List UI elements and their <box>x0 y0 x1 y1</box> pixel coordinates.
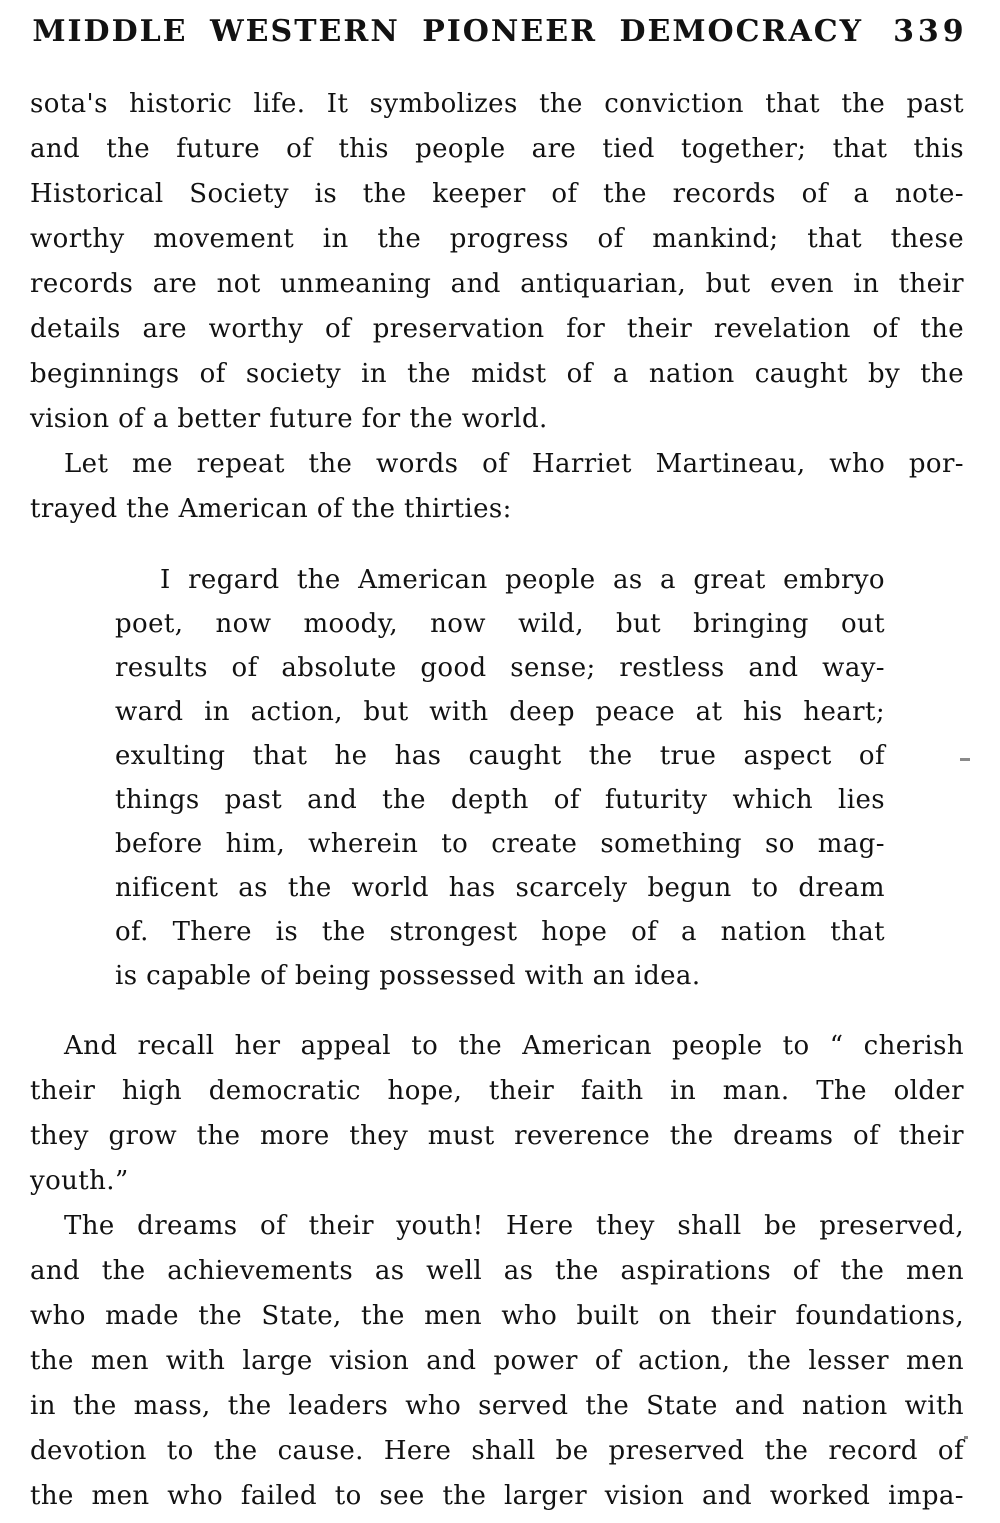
text-line: beginnings of society in the midst of a nation caught by the <box>30 359 964 389</box>
text-line: youth.” <box>30 1166 129 1196</box>
text-line: poet, now moody, now wild, but bringing out <box>115 609 885 639</box>
page-header <box>0 14 1000 50</box>
text-line: and the future of this people are tied together; that this <box>30 134 964 164</box>
scan-artifact <box>964 1436 968 1439</box>
paragraph <box>30 1024 964 1204</box>
text-blocks-container <box>30 82 964 1519</box>
text-line: devotion to the cause. Here shall be preserved the record of <box>30 1436 964 1466</box>
text-line: I regard the American people as a great embryo <box>160 565 885 595</box>
page-body <box>30 82 964 1519</box>
text-line: the men with large vision and power of action, the lesser men <box>30 1346 964 1376</box>
text-line: the men who failed to see the larger vision and worked impa- <box>30 1481 964 1511</box>
text-line: they grow the more they must reverence the dreams of their <box>30 1121 964 1151</box>
text-line: of. There is the strongest hope of a nation that <box>115 917 885 947</box>
paragraph <box>30 1204 964 1519</box>
text-line: their high democratic hope, their faith in man. The older <box>30 1076 964 1106</box>
text-line: The dreams of their youth! Here they shall be preserved, <box>64 1211 964 1241</box>
text-line: ward in action, but with deep peace at his heart; <box>115 697 885 727</box>
paragraph <box>30 82 964 442</box>
text-line: details are worthy of preservation for their revelation of the <box>30 314 964 344</box>
text-line: Let me repeat the words of Harriet Martineau, who por- <box>64 449 964 479</box>
text-line: worthy movement in the progress of mankind; that these <box>30 224 964 254</box>
text-line: results of absolute good sense; restless and way- <box>115 653 885 683</box>
text-line: and the achievements as well as the aspirations of the men <box>30 1256 964 1286</box>
text-line: vision of a better future for the world. <box>30 404 548 434</box>
scan-artifact <box>960 758 970 761</box>
text-line: sota's historic life. It symbolizes the conviction that the past <box>30 89 964 119</box>
text-line: before him, wherein to create something so mag- <box>115 829 885 859</box>
page-number: 339 <box>893 14 968 49</box>
running-title: MIDDLE WESTERN PIONEER DEMOCRACY <box>32 14 864 49</box>
text-line: things past and the depth of futurity which lies <box>115 785 885 815</box>
text-line: exulting that he has caught the true aspect of <box>115 741 885 771</box>
text-line: And recall her appeal to the American people to “ cherish <box>64 1031 964 1061</box>
text-line: records are not unmeaning and antiquarian, but even in their <box>30 269 964 299</box>
text-line: Historical Society is the keeper of the records of a note- <box>30 179 964 209</box>
text-line: trayed the American of the thirties: <box>30 494 512 524</box>
text-line: who made the State, the men who built on their foundations, <box>30 1301 964 1331</box>
text-line: in the mass, the leaders who served the State and nation with <box>30 1391 964 1421</box>
text-line: is capable of being possessed with an idea. <box>115 961 701 991</box>
block-quote <box>115 558 885 998</box>
text-line: nificent as the world has scarcely begun to dream <box>115 873 885 903</box>
paragraph <box>30 442 964 532</box>
